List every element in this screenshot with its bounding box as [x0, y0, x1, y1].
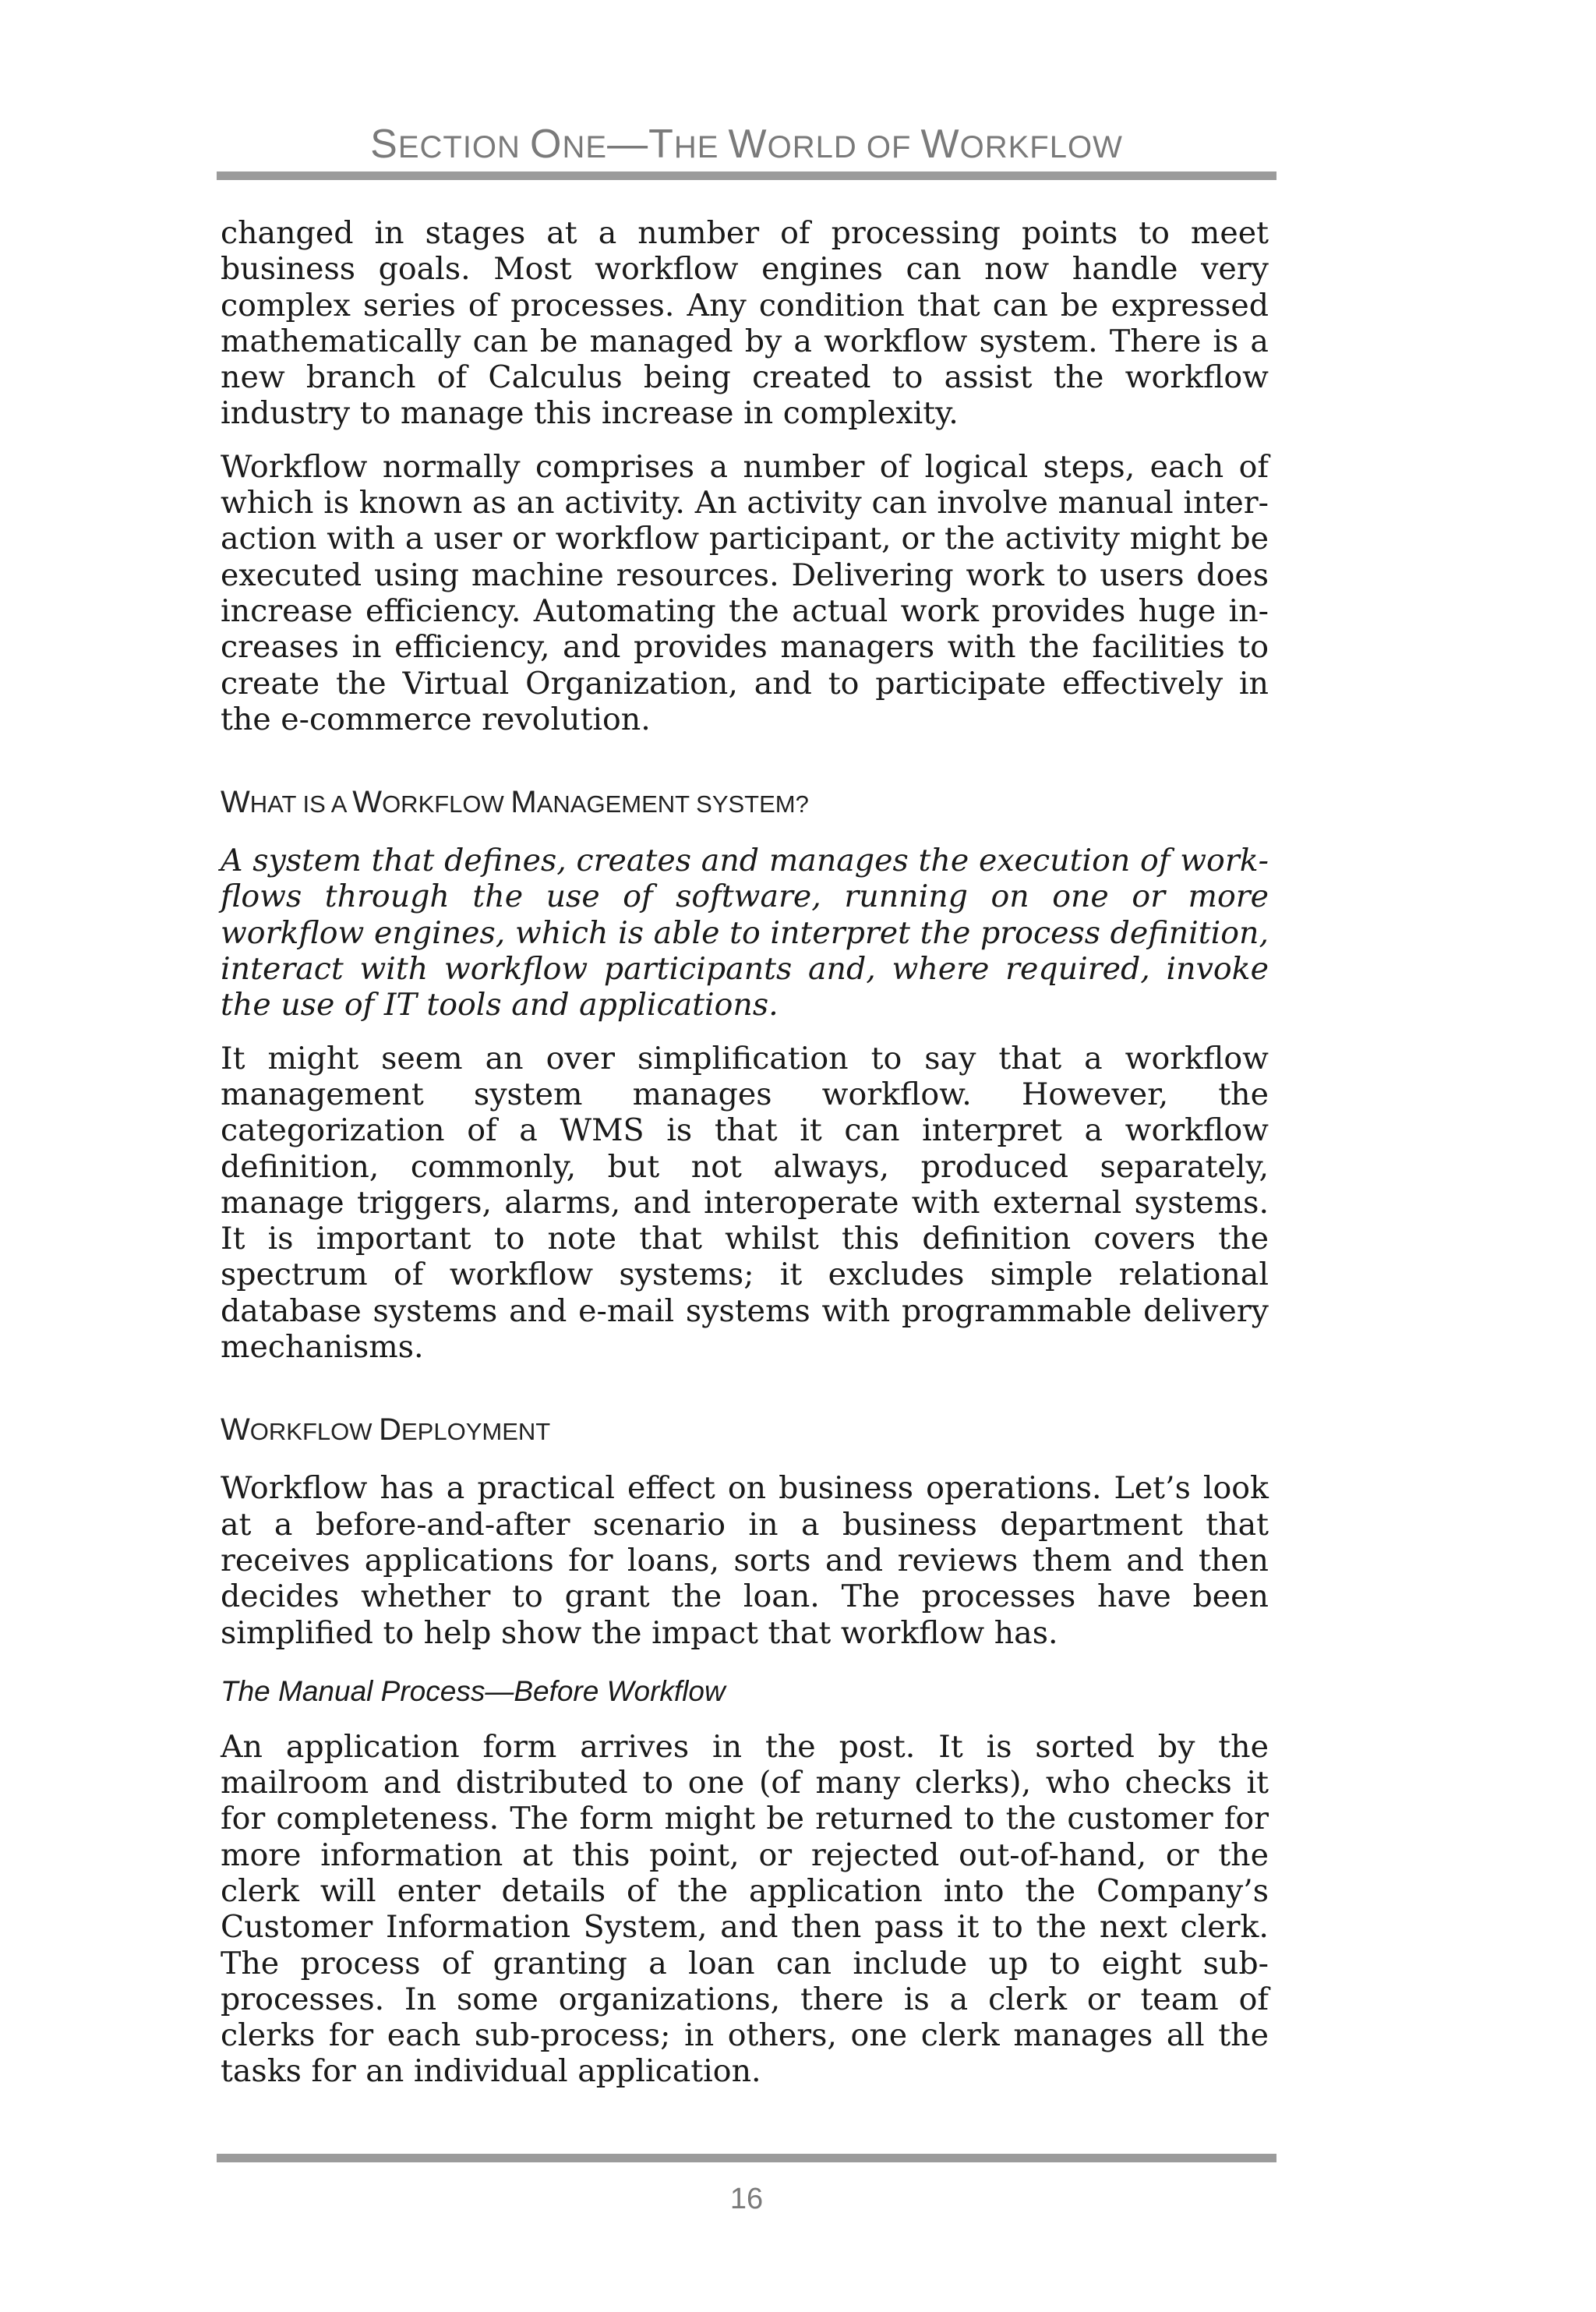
- page-number: 16: [729, 2183, 764, 2215]
- running-header-s: SECTION: [370, 122, 531, 167]
- running-header-o: ONE: [530, 122, 608, 167]
- subheading-manual-process: The Manual Process—Before Workflow: [221, 1674, 726, 1707]
- running-header-workflow: WORKFLOW: [920, 122, 1123, 167]
- page-body: [221, 215, 1269, 2090]
- heading-workflow-deployment: WORKFLOW DEPLOYMENT: [221, 1412, 551, 1448]
- header-rule: [217, 171, 1276, 180]
- running-header-the: —THE: [607, 122, 729, 167]
- paragraph-wms-explanation: It might seem an over simplification to say that a workflow management system manages workflow. However, the categorization of a WMS is that it can interpret a workflow definition, commonly, but not always, produced separately, manage triggers, alarms, and interoperate with external systems. It is important to note that whilst this definition covers the spectrum of workflow systems; it excludes simple relational database systems and e-mail systems with programmable delivery mechanisms.: [221, 1040, 1269, 1366]
- paragraph-workflow-steps: Workflow normally comprises a number of logical steps, each of which is known as an activity. An activity can involve manual interaction with a user or workflow participant, or the activity might be executed using machine resources. Delivering work to users does increase efficiency. Automating the actual work provides huge increases in efficiency, and provides managers with the facilities to create the Virtual Organization, and to participate effectively in the e-commerce revolution.: [221, 448, 1269, 737]
- wms-definition: A system that defines, creates and manages the execution of workflows through the use of software, running on one or more workflow engines, which is able to interpret the process definition, interact with workflow participants and, where required, invoke the use of IT tools and applications.: [221, 843, 1269, 1023]
- paragraph-manual-process: An application form arrives in the post. It is sorted by the mailroom and distributed to one (of many clerks), who checks it for completeness. The form might be returned to the customer for more information at this point, or rejected out-of-hand, or the clerk will enter details of the application into the Company’s Customer Information System, and then pass it to the next clerk. The process of granting a loan can include up to eight sub-processes. In some organizations, there is a clerk or team of clerks for each sub-process; in others, one clerk manages all the tasks for an individual application.: [221, 1728, 1269, 2090]
- running-header: [217, 117, 1276, 175]
- paragraph-deployment: Workflow has a practical effect on business operations. Let’s look at a before-and-after scenario in a business department that receives applications for loans, sorts and reviews them and then decides whether to grant the loan. The processes have been simplified to help show the impact that workflow has.: [221, 1470, 1269, 1651]
- paragraph-continuation: changed in stages at a number of processing points to meet business goals. Most workflow engines can now handle very complex series of processes. Any condition that can be expressed mathematically can be managed by a workflow system. There is a new branch of Calculus being created to assist the workflow industry to manage this increase in complexity.: [221, 215, 1269, 432]
- heading-what-is-wms: WHAT IS A WORKFLOW MANAGEMENT SYSTEM?: [221, 785, 809, 820]
- footer-rule: [217, 2154, 1276, 2162]
- running-header-world: WORLD OF: [728, 122, 921, 167]
